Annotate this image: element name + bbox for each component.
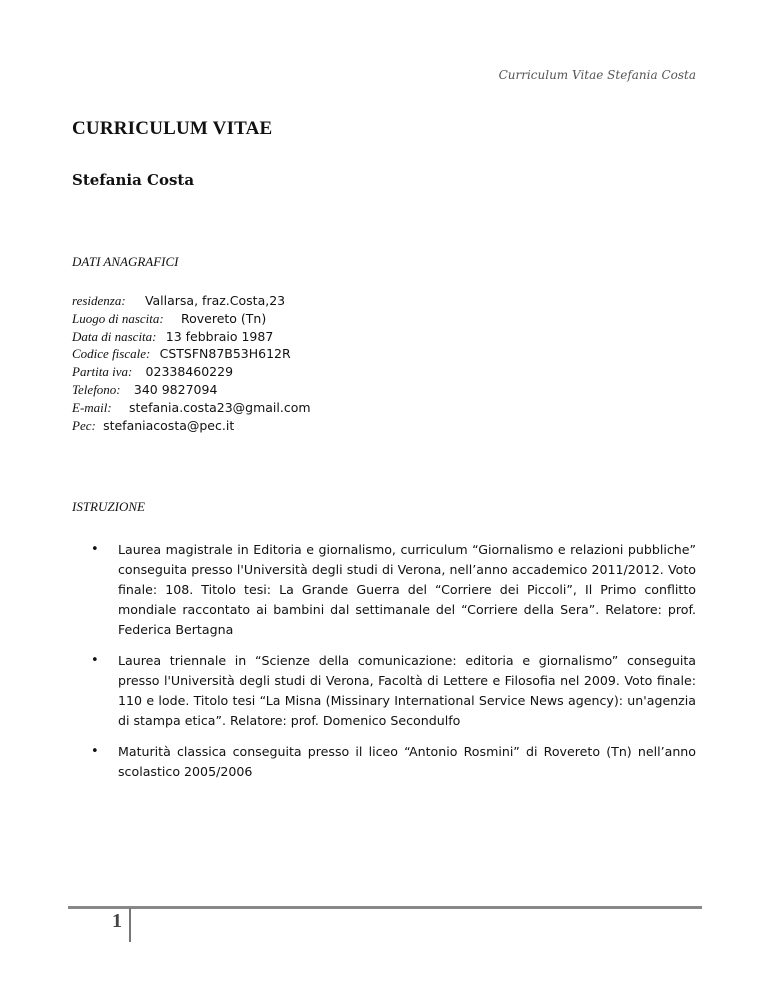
footer-rule xyxy=(68,906,702,909)
info-label: Telefono: xyxy=(72,381,121,397)
info-row-pec xyxy=(72,417,311,435)
education-text: Maturità classica conseguita presso il liceo “Antonio Rosmini” di Rovereto (Tn) nell’anno scolastico 2005/2006 xyxy=(118,744,696,779)
info-value: Rovereto (Tn) xyxy=(180,310,267,326)
education-list xyxy=(72,540,696,793)
info-row-email xyxy=(72,399,311,417)
info-row-data-nascita xyxy=(72,328,311,346)
page-number: 1 xyxy=(112,910,122,932)
info-label: Data di nascita: xyxy=(72,328,157,344)
bullet-icon: • xyxy=(91,744,99,759)
info-row-codice-fiscale xyxy=(72,345,311,363)
info-value: 13 febbraio 1987 xyxy=(165,328,274,344)
bullet-icon: • xyxy=(91,542,99,557)
education-text: Laurea magistrale in Editoria e giornalismo, curriculum “Giornalismo e relazioni pubbliche” conseguita presso l'Università degli studi di Verona, nell’anno accademico 2011/2012. Voto finale: 108. Titolo tesi: La Grande Guerra del “Corriere dei Piccoli”, Il Primo conflitto mondiale raccontato ai bambini dal settimanale del “Corriere della Sera”. Relatore: prof. Federica Bertagna xyxy=(118,542,696,637)
info-value: Vallarsa, fraz.Costa,23 xyxy=(144,293,286,308)
running-header: Curriculum Vitae Stefania Costa xyxy=(498,68,696,82)
info-label: Pec: xyxy=(72,417,96,433)
info-label: Partita iva: xyxy=(72,364,133,380)
info-value: 02338460229 xyxy=(145,364,234,380)
page-number-divider xyxy=(129,908,131,942)
education-text: Laurea triennale in “Scienze della comunicazione: editoria e giornalismo” conseguita presso l'Università degli studi di Verona, Facoltà di Lettere e Filosofia nel 2009. Voto finale: 110 e lode. Titolo tesi “La Misna (Missinary International Service News agency): un'agenzia di stampa etica”. Relatore: prof. Domenico Secondulfo xyxy=(118,653,696,728)
document-title: CURRICULUM VITAE xyxy=(72,118,273,139)
list-item xyxy=(72,651,696,731)
info-row-partita-iva xyxy=(72,363,311,381)
info-row-telefono xyxy=(72,381,311,399)
section-title-education: ISTRUZIONE xyxy=(72,499,145,514)
info-label: E-mail: xyxy=(72,399,112,415)
info-value: stefaniacosta@pec.it xyxy=(103,417,235,433)
list-item xyxy=(72,742,696,782)
info-value: stefania.costa23@gmail.com xyxy=(128,399,311,415)
info-value: 340 9827094 xyxy=(133,381,218,397)
candidate-name: Stefania Costa xyxy=(72,171,195,189)
info-label: residenza: xyxy=(72,293,126,308)
info-row-residenza xyxy=(72,292,311,310)
info-label: Codice fiscale: xyxy=(72,346,151,362)
section-title-personal: DATI ANAGRAFICI xyxy=(72,254,179,269)
bullet-icon: • xyxy=(91,653,99,668)
list-item xyxy=(72,540,696,640)
info-label: Luogo di nascita: xyxy=(72,310,164,326)
info-value: CSTSFN87B53H612R xyxy=(159,346,291,362)
personal-info xyxy=(72,292,311,434)
info-row-luogo-nascita xyxy=(72,310,311,328)
